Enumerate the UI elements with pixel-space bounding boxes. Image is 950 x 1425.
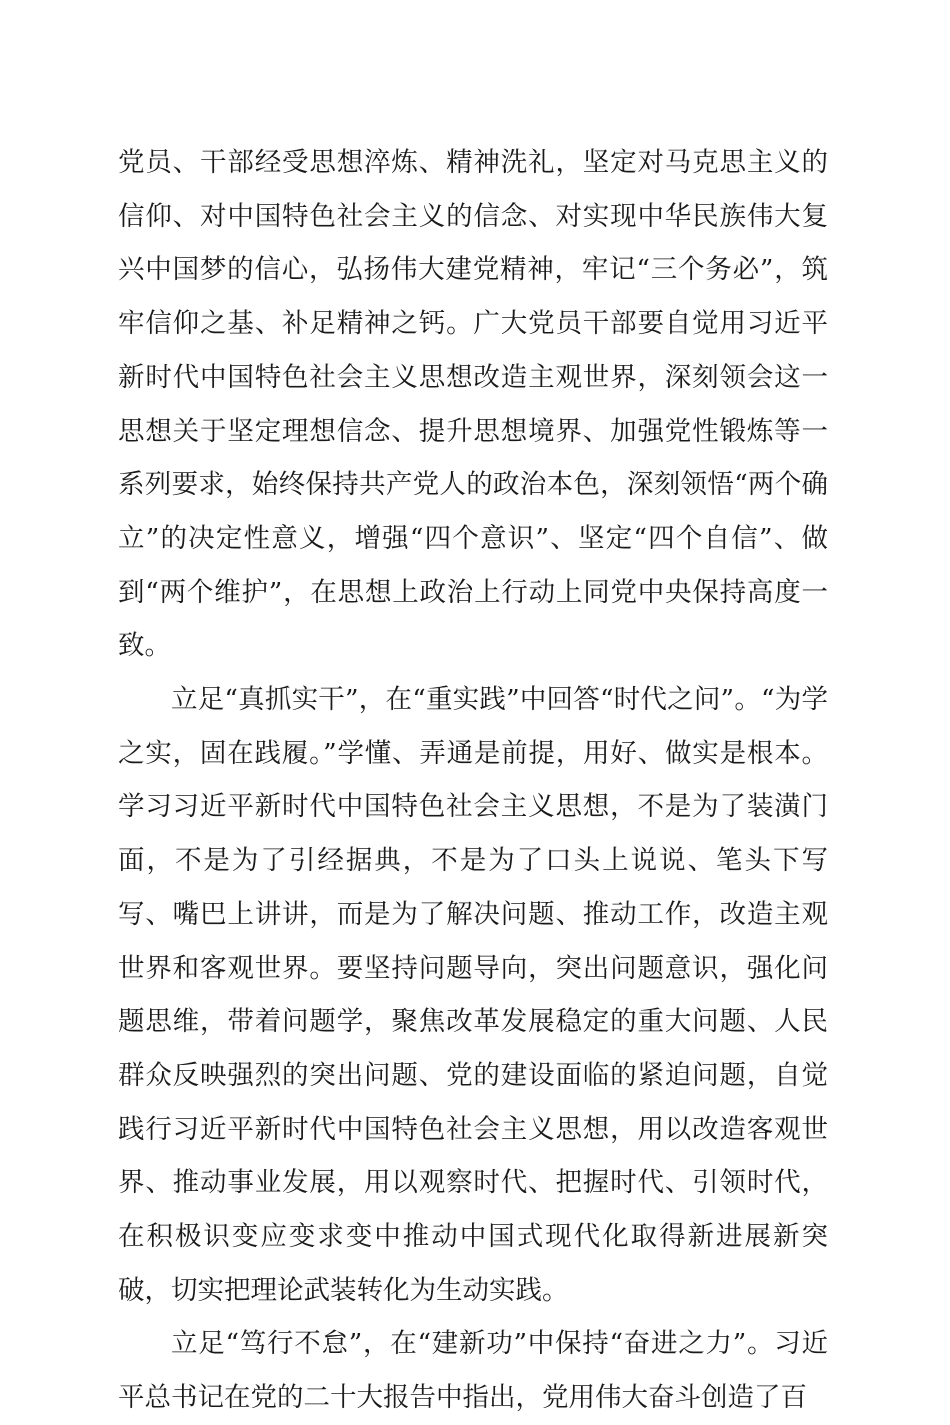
paragraph-practice: 立足“真抓实干”，在“重实践”中回答“时代之问”。“为学之实，固在践履。”学懂、弄通是前提，用好、做实是根本。学习习近平新时代中国特色社会主义思想，不是为了装潢门面，不是为了引经据典，不是为了口头上说说、笔头下写写、嘴巴上讲讲，而是为了解决问题、推动工作，改造主观世界和客观世界。要坚持问题导向，突出问题意识，强化问题思维，带着问题学，聚焦改革发展稳定的重大问题、人民群众反映强烈的突出问题、党的建设面临的紧迫问题，自觉践行习近平新时代中国特色社会主义思想，用以改造客观世界、推动事业发展，用以观察时代、把握时代、引领时代，在积极识变应变求变中推动中国式现代化取得新进展新突破，切实把理论武装转化为生动实践。 [118,684,828,1306]
document-body [118,136,828,1425]
paragraph-perseverance: 立足“笃行不怠”，在“建新功”中保持“奋进之力”。习近平总书记在党的二十大报告中指出，党用伟大奋斗创造了百 [118,1328,828,1414]
paragraph-continued: 党员、干部经受思想淬炼、精神洗礼，坚定对马克思主义的信仰、对中国特色社会主义的信念、对实现中华民族伟大复兴中国梦的信心，弘扬伟大建党精神，牢记“三个务必”，筑牢信仰之基、补足精神之钙。广大党员干部要自觉用习近平新时代中国特色社会主义思想改造主观世界，深刻领会这一思想关于坚定理想信念、提升思想境界、加强党性锻炼等一系列要求，始终保持共产党人的政治本色，深刻领悟“两个确立”的决定性意义，增强“四个意识”、坚定“四个自信”、做到“两个维护”，在思想上政治上行动上同党中央保持高度一致。 [118,147,828,662]
